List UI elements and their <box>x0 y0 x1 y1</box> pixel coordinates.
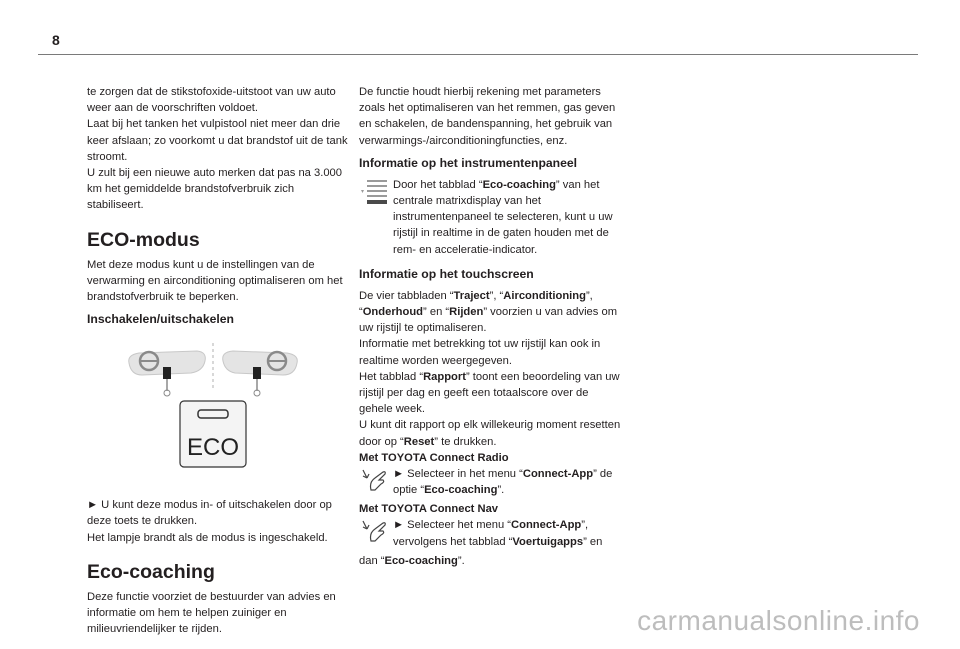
touch-hand-icon <box>359 517 393 552</box>
switch-heading: Inschakelen/uitschakelen <box>87 312 234 327</box>
connect-nav-block <box>359 517 621 552</box>
intro-paragraph: Laat bij het tanken het vulpistool niet meer dan drie keer afslaan; zo voorkomt u dat brandstof uit de tank stroomt. <box>87 118 348 163</box>
instrument-panel-block <box>359 177 621 258</box>
switch-instruction: ► U kunt deze modus in- of uitschakelen door op deze toets te drukken. <box>87 499 332 528</box>
eco-mode-heading: ECO-modus <box>87 228 200 251</box>
connect-radio-block <box>359 466 621 501</box>
dashboard-diagram <box>87 335 349 485</box>
left-column <box>87 84 349 637</box>
eco-button-label: ECO <box>186 434 239 462</box>
realtime-text: Informatie met betrekking tot uw rijstijl kan ook in realtime worden weergegeven. <box>359 338 601 367</box>
connect-nav-instruction: ► Selecteer het menu “Connect-App”, vervolgens het tabblad “Voertuigapps” en <box>393 519 603 548</box>
left-dashboard-icon <box>129 351 206 396</box>
touchscreen-tabs-text: De vier tabbladen “Traject”, “Airconditioning”, “Onderhoud” en “Rijden” voorzien u van advies om uw rijstijl te optimaliseren. <box>359 289 618 335</box>
intro-paragraph: U zult bij een nieuwe auto merken dat pas na 3.000 km het gemiddelde brandstofverbruik zich stabiliseert. <box>87 167 342 212</box>
intro-paragraph: te zorgen dat de stikstofoxide-uitstoot van uw auto weer aan de voorschriften voldoet. <box>87 86 336 115</box>
right-dashboard-icon <box>223 351 298 396</box>
eco-coaching-heading: Eco-coaching <box>87 560 215 583</box>
touch-hand-icon <box>359 466 393 501</box>
instrument-panel-text: Door het tabblad “Eco-coaching” van het centrale matrixdisplay van het instrumentenpaneel te selecteren, kunt u uw rijstijl in realtime in de gaten houden met de rem- en acceleratie-indicator. <box>393 178 613 256</box>
eco-mode-text: Met deze modus kunt u de instellingen van de verwarming en airconditioning optimaliseren om het brandstofverbruik te beperken. <box>87 258 343 304</box>
eco-coaching-text: Deze functie voorziet de bestuurder van advies en informatie om hem te helpen zuiniger en milieuvriendelijker te rijden. <box>87 590 336 636</box>
connect-nav-continuation: dan “Eco-coaching”. <box>359 554 465 567</box>
switch-indicator-note: Het lampje brandt als de modus is ingeschakeld. <box>87 531 328 544</box>
instrument-panel-heading: Informatie op het instrumentenpaneel <box>359 155 578 170</box>
touchscreen-heading: Informatie op het touchscreen <box>359 266 534 281</box>
right-column <box>359 84 621 569</box>
connect-nav-heading: Met TOYOTA Connect Nav <box>359 503 499 516</box>
matrix-display-icon <box>359 177 393 212</box>
reset-text: U kunt dit rapport op elk willekeurig moment resetten door op “Reset” te drukken. <box>359 419 621 448</box>
watermark: carmanualsonline.info <box>637 605 920 636</box>
report-text: Het tabblad “Rapport” toont een beoordeling van uw rijstijl per dag en geeft een totaalscore over de gehele week. <box>359 370 620 416</box>
connect-radio-instruction: ► Selecteer in het menu “Connect-App” de optie “Eco-coaching”. <box>393 468 613 497</box>
parameters-paragraph: De functie houdt hierbij rekening met parameters zoals het optimaliseren van het remmen, gas geven en schakelen, de bandenspanning, het gebruik van verwarmings-/airconditioningfuncties, enz. <box>359 86 616 147</box>
page-number: 8 <box>52 32 60 48</box>
connect-radio-heading: Met TOYOTA Connect Radio <box>359 451 509 464</box>
eco-button-illustration <box>87 335 349 485</box>
header-divider <box>38 54 918 55</box>
